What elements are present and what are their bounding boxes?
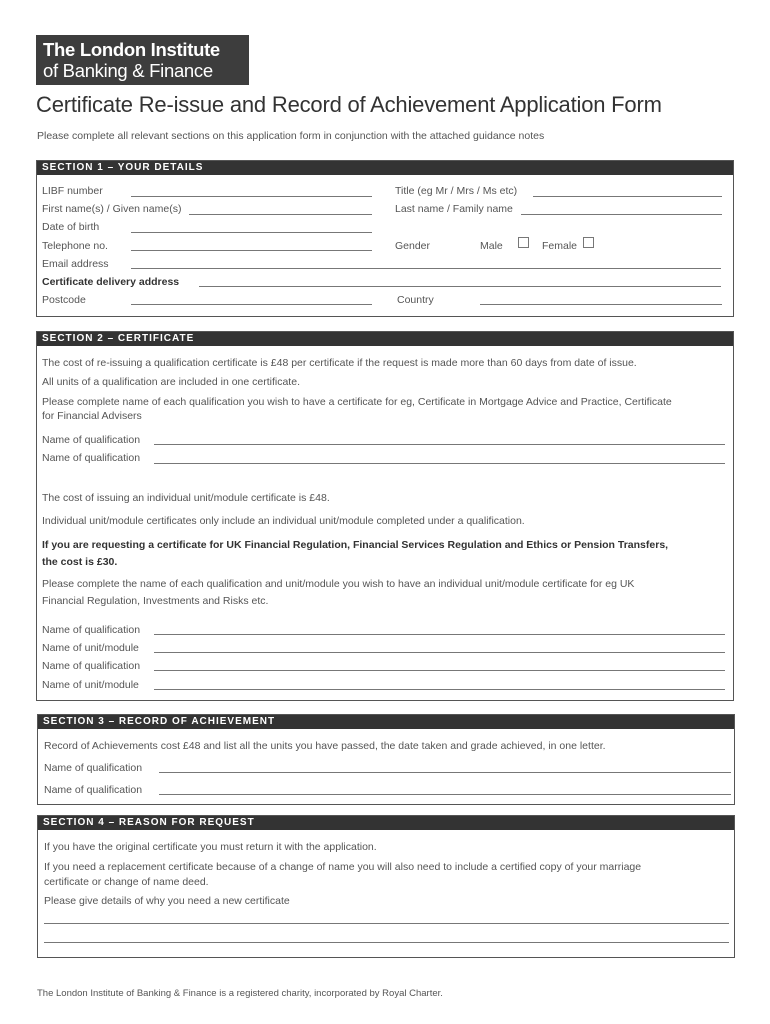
delivery-address-field[interactable] (199, 286, 721, 287)
libf-number-label: LIBF number (42, 185, 103, 197)
dob-field[interactable] (131, 232, 372, 233)
s2-para-unit-instructions-2: Financial Regulation, Investments and Risks etc. (42, 595, 269, 607)
section-3-header: SECTION 3 – RECORD OF ACHIEVEMENT (38, 715, 734, 729)
female-checkbox[interactable] (583, 237, 594, 248)
s2-para-unit-instructions-1: Please complete the name of each qualification and unit/module you wish to have an individual unit/module certificate for eg UK (42, 578, 635, 590)
email-field[interactable] (131, 268, 721, 269)
last-name-label: Last name / Family name (395, 203, 513, 215)
s4-details-field-1[interactable] (44, 923, 729, 924)
section-1-header: SECTION 1 – YOUR DETAILS (37, 161, 733, 175)
s4-details-label: Please give details of why you need a new certificate (44, 895, 290, 907)
section-3 (37, 714, 735, 805)
section-2 (36, 331, 734, 701)
s2-qualification-label-2: Name of qualification (42, 452, 141, 464)
section-4 (37, 815, 735, 958)
s2-para-reduced-cost-2: the cost is £30. (42, 556, 118, 568)
dob-label: Date of birth (42, 221, 100, 233)
section-4-header: SECTION 4 – REASON FOR REQUEST (38, 816, 734, 830)
s2-qualification-field-1[interactable] (154, 444, 725, 445)
postcode-label: Postcode (42, 294, 86, 306)
postcode-field[interactable] (131, 304, 372, 305)
first-name-label: First name(s) / Given name(s) (42, 203, 182, 215)
title-field[interactable] (533, 196, 722, 197)
s4-details-field-2[interactable] (44, 942, 729, 943)
s2-qualification-label-1: Name of qualification (42, 434, 141, 446)
s2-para-unit-info: Individual unit/module certificates only include an individual unit/module completed under a qualification. (42, 515, 525, 527)
s3-qualification-label-1: Name of qualification (44, 762, 143, 774)
s4-para-original: If you have the original certificate you must return it with the application. (44, 841, 377, 853)
s2-para-instructions-2: for Financial Advisers (42, 410, 142, 422)
s2-unit-module-field-2[interactable] (154, 689, 725, 690)
first-name-field[interactable] (189, 214, 372, 215)
s2-unit-module-label-2: Name of unit/module (42, 679, 139, 691)
s4-para-replacement-1: If you need a replacement certificate because of a change of name you will also need to include a certified copy of your marriage (44, 861, 642, 873)
s3-qualification-field-1[interactable] (159, 772, 731, 773)
delivery-address-label: Certificate delivery address (42, 276, 180, 288)
s2-para-units: All units of a qualification are included in one certificate. (42, 376, 300, 388)
country-field[interactable] (480, 304, 722, 305)
logo-line1: The London Institute (43, 39, 220, 60)
libf-number-field[interactable] (131, 196, 372, 197)
female-label: Female (542, 240, 578, 252)
s2-unit-module-label-1: Name of unit/module (42, 642, 139, 654)
logo-line2: of Banking & Finance (43, 60, 213, 81)
page-title: Certificate Re-issue and Record of Achievement Application Form (36, 92, 662, 117)
s2-para-unit-cost: The cost of issuing an individual unit/module certificate is £48. (42, 492, 330, 504)
s3-qualification-label-2: Name of qualification (44, 784, 143, 796)
country-label: Country (397, 294, 434, 306)
telephone-field[interactable] (131, 250, 372, 251)
title-label: Title (eg Mr / Mrs / Ms etc) (395, 185, 518, 197)
gender-label: Gender (395, 240, 431, 252)
male-label: Male (480, 240, 503, 252)
s2-unit-qualification-label-1: Name of qualification (42, 624, 141, 636)
s2-unit-qualification-field-2[interactable] (154, 670, 725, 671)
s4-para-replacement-2: certificate or change of name deed. (44, 876, 209, 888)
s2-para-reduced-cost-1: If you are requesting a certificate for UK Financial Regulation, Financial Services Regulation and Ethics or Pension Transfers, (42, 539, 669, 551)
footer: The London Institute of Banking & Finance is a registered charity, incorporated by Royal Charter. (37, 988, 443, 999)
s2-qualification-field-2[interactable] (154, 463, 725, 464)
intro-text: Please complete all relevant sections on this application form in conjunction with the attached guidance notes (37, 130, 545, 142)
s2-unit-module-field-1[interactable] (154, 652, 725, 653)
s2-unit-qualification-label-2: Name of qualification (42, 660, 141, 672)
section-2-header: SECTION 2 – CERTIFICATE (37, 332, 733, 346)
section-1 (36, 160, 734, 317)
s2-para-cost: The cost of re-issuing a qualification certificate is £48 per certificate if the request is made more than 60 days from date of issue. (42, 357, 637, 369)
last-name-field[interactable] (521, 214, 722, 215)
s3-qualification-field-2[interactable] (159, 794, 731, 795)
logo (36, 35, 249, 85)
s3-para-cost: Record of Achievements cost £48 and list all the units you have passed, the date taken and grade achieved, in one letter. (44, 740, 606, 752)
s2-para-instructions-1: Please complete name of each qualification you wish to have a certificate for eg, Certificate in Mortgage Advice and Practice, Certificate (42, 396, 672, 408)
email-label: Email address (42, 258, 109, 270)
s2-unit-qualification-field-1[interactable] (154, 634, 725, 635)
male-checkbox[interactable] (518, 237, 529, 248)
telephone-label: Telephone no. (42, 240, 108, 252)
